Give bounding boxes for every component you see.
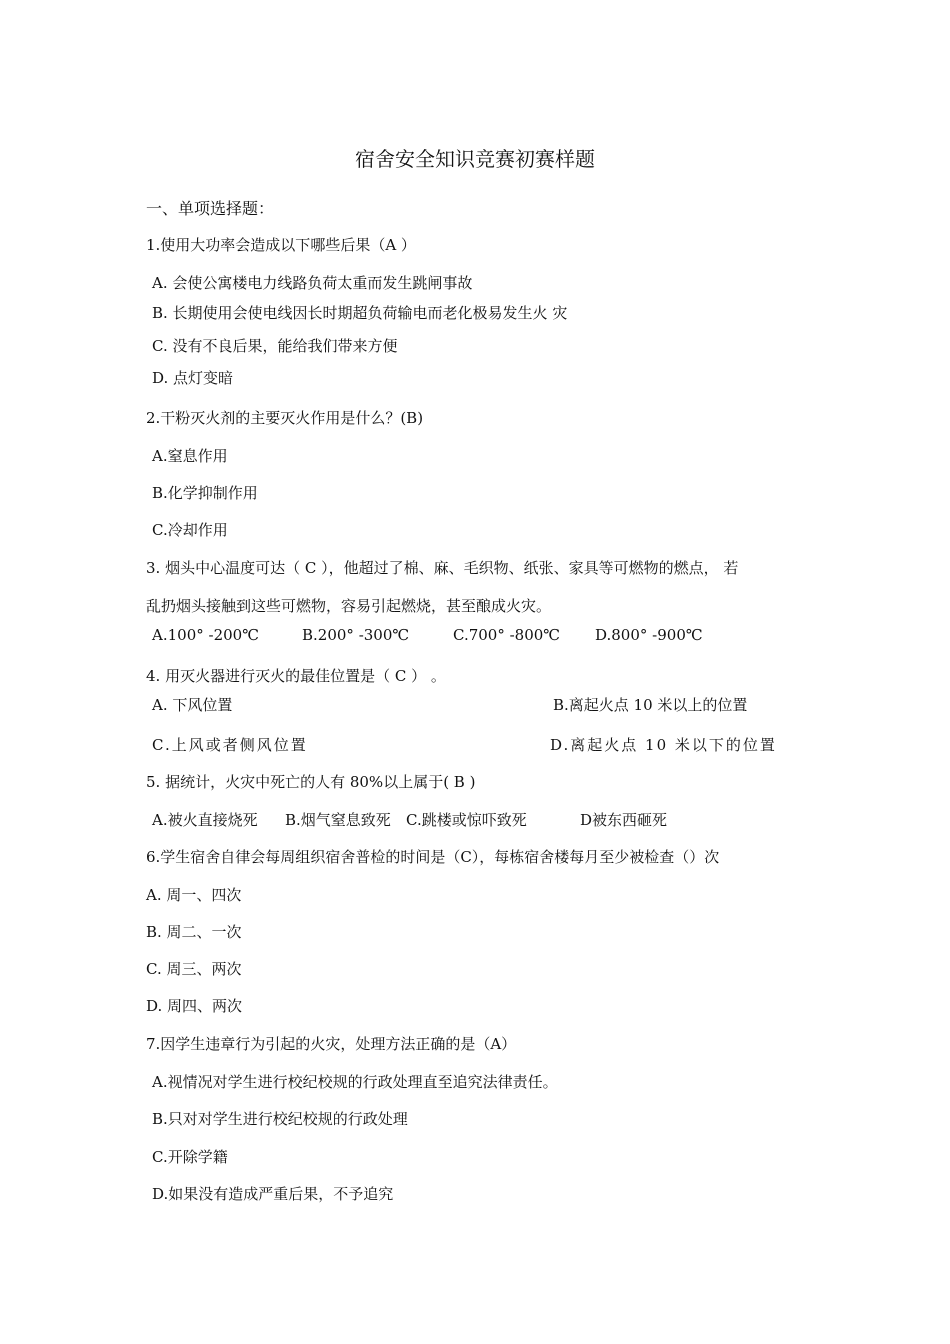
q3-option-b: B.200° -300℃ [302, 626, 410, 644]
q5-option-d: D被东西砸死 [580, 811, 668, 829]
question-3: 3. 烟头中心温度可达（ C ），他超过了棉、麻、毛织物、纸张、家具等可燃物的燃点， 若 [146, 559, 739, 577]
q7-option-c: C.开除学籍 [152, 1148, 228, 1166]
q1-option-c: C. 没有不良后果，能给我们带来方便 [152, 337, 398, 355]
q1-option-b: B. 长期使用会使电线因长时期超负荷输电而老化极易发生火 灾 [152, 304, 568, 322]
page-title: 宿舍安全知识竞赛初赛样题 [355, 147, 595, 171]
q5-option-a: A.被火直接烧死 [152, 811, 258, 829]
q6-option-d: D. 周四、两次 [146, 997, 243, 1015]
q4-option-c: C.上风或者侧风位置 [152, 736, 308, 754]
section-heading: 一、单项选择题： [146, 199, 275, 218]
q3-option-a: A.100° -200℃ [152, 626, 259, 644]
q4-option-b: B.离起火点 10 米以上的位置 [553, 696, 748, 714]
q6-option-b: B. 周二、一次 [146, 923, 242, 941]
q7-option-a: A.视情况对学生进行校纪校规的行政处理直至追究法律责任。 [152, 1073, 558, 1091]
q3-option-d: D.800° -900℃ [595, 626, 703, 644]
question-3-cont: 乱扔烟头接触到这些可燃物，容易引起燃烧，甚至酿成火灾。 [146, 597, 552, 615]
question-5: 5. 据统计，火灾中死亡的人有 80%以上属于( B ) [146, 773, 476, 791]
q6-option-c: C. 周三、两次 [146, 960, 242, 978]
q4-option-a: A. 下风位置 [152, 696, 233, 714]
q7-option-d: D.如果没有造成严重后果，不予追究 [152, 1185, 394, 1203]
question-6: 6.学生宿舍自律会每周组织宿舍普检的时间是（C），每栋宿舍楼每月至少被检查（）次 [146, 848, 720, 866]
question-2: 2.干粉灭火剂的主要灭火作用是什么？(B) [146, 409, 424, 427]
q2-option-b: B.化学抑制作用 [152, 484, 258, 502]
q2-option-c: C.冷却作用 [152, 521, 228, 539]
q5-option-b: B.烟气窒息致死 [285, 811, 391, 829]
q3-option-c: C.700° -800℃ [453, 626, 561, 644]
question-7: 7.因学生违章行为引起的火灾，处理方法正确的是（A） [146, 1035, 517, 1053]
question-1: 1.使用大功率会造成以下哪些后果（A ） [146, 236, 416, 254]
q7-option-b: B.只对对学生进行校纪校规的行政处理 [152, 1110, 408, 1128]
q1-option-d: D. 点灯变暗 [152, 369, 234, 387]
q6-option-a: A. 周一、四次 [146, 886, 242, 904]
q5-option-c: C.跳楼或惊吓致死 [406, 811, 527, 829]
q1-option-a: A. 会使公寓楼电力线路负荷太重而发生跳闸事故 [152, 274, 473, 292]
q4-option-d: D.离起火点 10 米以下的位置 [550, 736, 777, 754]
q2-option-a: A.窒息作用 [152, 447, 228, 465]
question-4: 4. 用灭火器进行灭火的最佳位置是（ C ） 。 [146, 667, 446, 685]
